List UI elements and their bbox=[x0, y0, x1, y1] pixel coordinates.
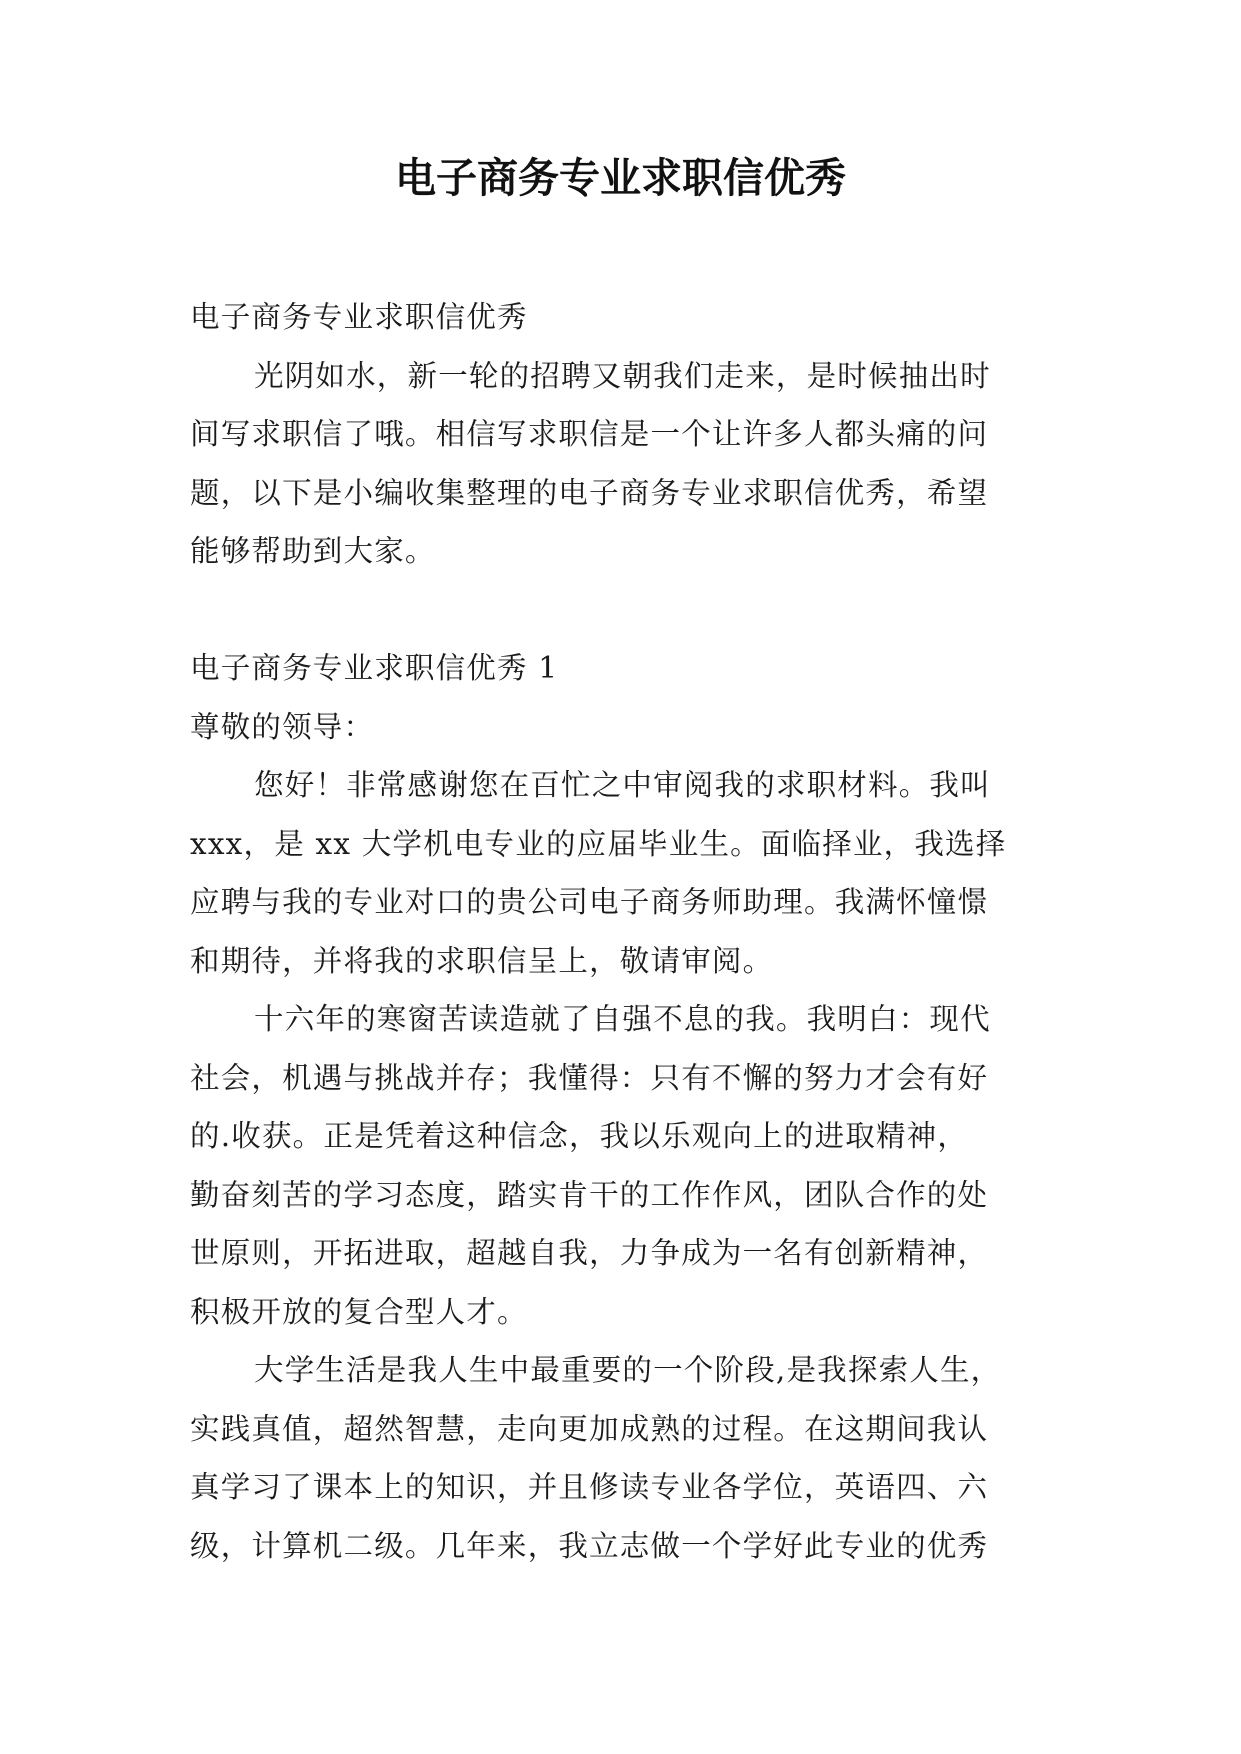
paragraph-1-line: 和期待，并将我的求职信呈上，敬请审阅。 bbox=[190, 943, 774, 978]
paragraph-1-line: 应聘与我的专业对口的贵公司电子商务师助理。我满怀憧憬 bbox=[190, 885, 989, 919]
paragraph-2-line: 社会，机遇与挑战并存；我懂得：只有不懈的努力才会有好 bbox=[190, 1060, 989, 1095]
intro-line: 题，以下是小编收集整理的电子商务专业求职信优秀，希望 bbox=[190, 475, 989, 510]
spacer bbox=[190, 581, 1052, 640]
paragraph-2-line: 的.收获。正是凭着这种信念，我以乐观向上的进取精神， bbox=[190, 1119, 969, 1153]
intro-line: 间写求职信了哦。相信写求职信是一个让许多人都头痛的问 bbox=[190, 417, 989, 451]
paragraph-3-line: 真学习了课本上的知识，并且修读专业各学位，英语四、六 bbox=[190, 1470, 989, 1504]
paragraph-2-line: 世原则，开拓进取，超越自我，力争成为一名有创新精神， bbox=[190, 1236, 989, 1270]
subtitle: 电子商务专业求职信优秀 bbox=[190, 300, 528, 334]
paragraph-1-line: xxx，是 xx 大学机电专业的应届毕业生。面临择业，我选择 bbox=[190, 826, 1007, 861]
paragraph-3-line: 级，计算机二级。几年来，我立志做一个学好此专业的优秀 bbox=[190, 1528, 989, 1563]
paragraph-2-line: 十六年的寒窗苦读造就了自强不息的我。我明白：现代 bbox=[254, 1002, 991, 1036]
document-body bbox=[190, 288, 1052, 1575]
intro-line: 光阴如水，新一轮的招聘又朝我们走来，是时候抽出时 bbox=[254, 358, 991, 393]
paragraph-3-line: 实践真值，超然智慧，走向更加成熟的过程。在这期间我认 bbox=[190, 1411, 989, 1446]
intro-line: 能够帮助到大家。 bbox=[190, 534, 436, 568]
paragraph-2-line: 勤奋刻苦的学习态度，踏实肯干的工作作风，团队合作的处 bbox=[190, 1177, 989, 1212]
section-heading: 电子商务专业求职信优秀 1 bbox=[190, 651, 559, 685]
document-title: 电子商务专业求职信优秀 bbox=[395, 154, 846, 202]
paragraph-1-line: 您好！非常感谢您在百忙之中审阅我的求职材料。我叫 bbox=[254, 768, 991, 802]
paragraph-2-line: 积极开放的复合型人才。 bbox=[190, 1294, 528, 1329]
salutation: 尊敬的领导： bbox=[190, 709, 375, 744]
paragraph-3-line: 大学生活是我人生中最重要的一个阶段,是我探索人生， bbox=[254, 1353, 1002, 1387]
